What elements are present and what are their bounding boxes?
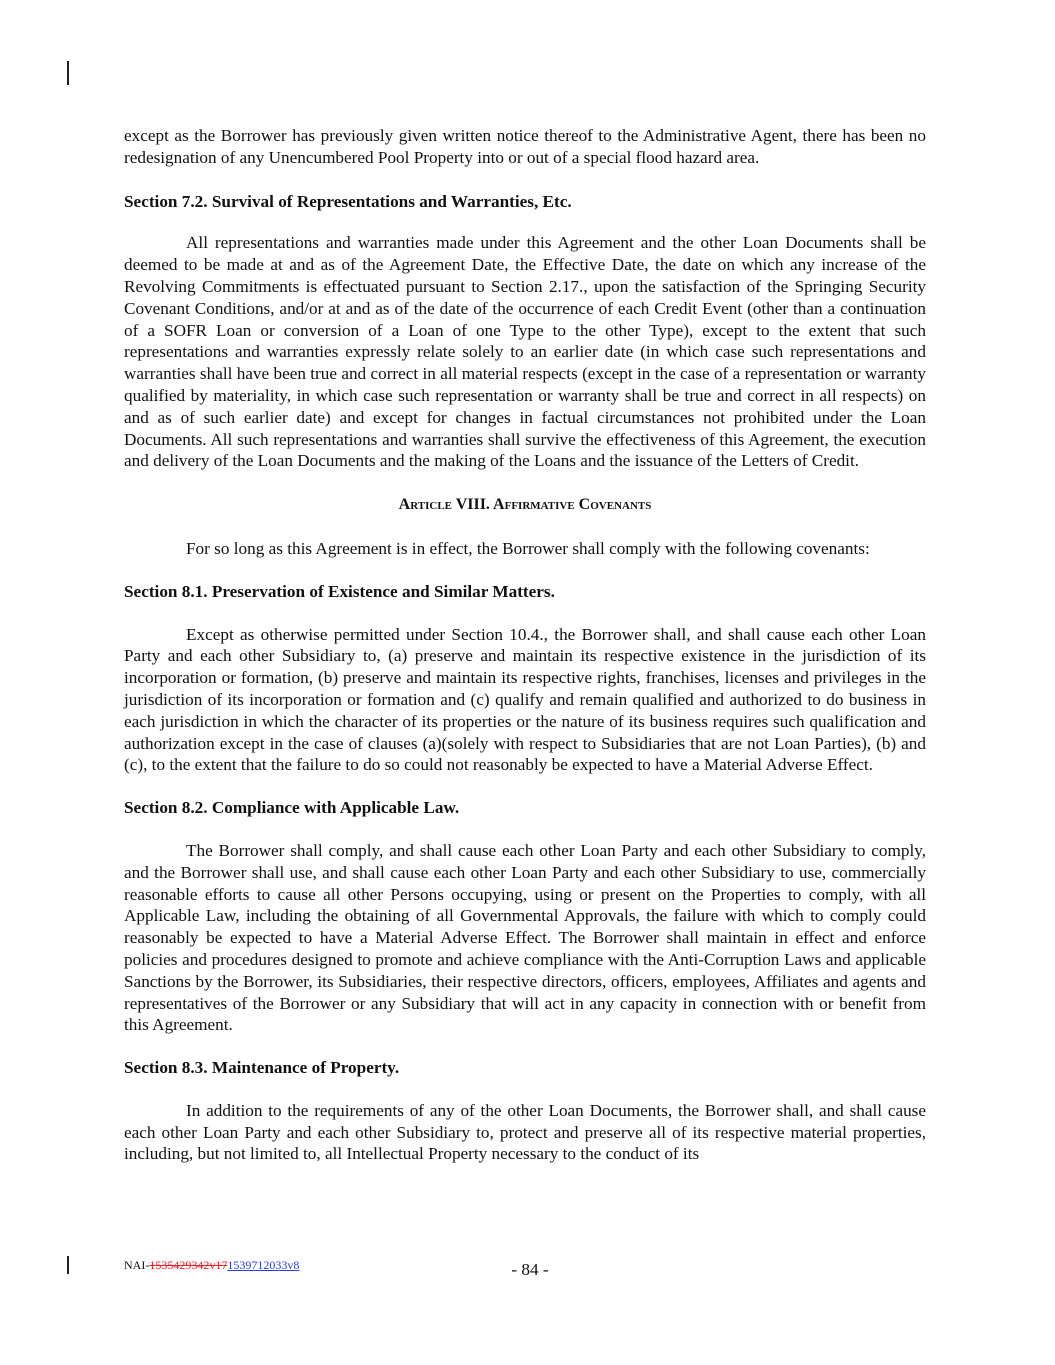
section-8-1-heading: Section 8.1. Preservation of Existence and Similar Matters. (124, 581, 555, 601)
section-8-3-body: In addition to the requirements of any of the other Loan Documents, the Borrower shall, and shall cause each other Loan Party and each other Subsidiary to, protect and preserve all of its respective material properties, including, but not limited to, all Intellectual Property necessary to the conduct of its (124, 1100, 926, 1164)
change-bar-top (67, 61, 69, 85)
document-page (124, 125, 926, 1165)
section-8-2-heading: Section 8.2. Compliance with Applicable Law. (124, 798, 460, 818)
doc-id-deleted: 1535429342v17 (149, 1258, 228, 1272)
section-8-3-heading: Section 8.3. Maintenance of Property. (124, 1058, 400, 1078)
section-7-2-body: All representations and warranties made under this Agreement and the other Loan Documents shall be deemed to be made at and as of the Agreement Date, the Effective Date, the date on which any increase of the Revolving Commitments is effectuated pursuant to Section 2.17., upon the satisfaction of the Springing Security Covenant Conditions, and/or at and as of the date of the occurrence of each Credit Event (other than a continuation of a SOFR Loan or conversion of a Loan of one Type to the other Type), except to the extent that such representations and warranties expressly relate solely to an earlier date (in which case such representations and warranties shall have been true and correct in all material respects (except in the case of a representation or warranty qualified by materiality, in which case such representation or warranty shall be true and correct in all respects) on and as of such earlier date) and except for changes in factual circumstances not prohibited under the Loan Documents. All such representations and warranties shall survive the effectiveness of this Agreement, the execution and delivery of the Loan Documents and the making of the Loans and the issuance of the Letters of Credit. (124, 233, 926, 471)
doc-id-prefix: NAI- (124, 1258, 150, 1272)
doc-id-inserted[interactable]: 1539712033v8 (227, 1258, 300, 1272)
change-bar-bottom (67, 1256, 69, 1274)
section-8-2-body: The Borrower shall comply, and shall cause each other Loan Party and each other Subsidiary to comply, and the Borrower shall use, and shall cause each other Loan Party and each other Subsidiary to use, commercially reasonable efforts to cause all other Persons occupying, using or present on the Properties to comply, with all Applicable Law, including the obtaining of all Governmental Approvals, the failure with which to comply could reasonably be expected to have a Material Adverse Effect. The Borrower shall maintain in effect and enforce policies and procedures designed to promote and achieve compliance with the Anti-Corruption Laws and applicable Sanctions by the Borrower, its Subsidiaries, their respective directors, officers, employees, Affiliates and agents and representatives of the Borrower or any Subsidiary that will act in any capacity in connection with or benefit from this Agreement. (124, 840, 926, 1035)
document-id-footer (124, 1258, 299, 1272)
article-viii-intro: For so long as this Agreement is in effect, the Borrower shall comply with the following covenants: (186, 538, 870, 558)
page-number: - 84 - (511, 1260, 549, 1279)
section-8-1-body: Except as otherwise permitted under Section 10.4., the Borrower shall, and shall cause each other Loan Party and each other Subsidiary to, (a) preserve and maintain its respective existence in the jurisdiction of its incorporation or formation, (b) preserve and maintain its respective rights, franchises, licenses and privileges in the jurisdiction of its incorporation or formation and (c) qualify and remain qualified and authorized to do business in each jurisdiction in which the character of its properties or the nature of its business requires such qualification and authorization except in the case of clauses (a)(solely with respect to Subsidiaries that are not Loan Parties), (b) and (c), to the extent that the failure to do so could not reasonably be expected to have a Material Adverse Effect. (124, 624, 926, 775)
section-7-2-heading: Section 7.2. Survival of Representations and Warranties, Etc. (124, 191, 572, 211)
article-viii-title: Article VIII. Affirmative Covenants (398, 496, 652, 514)
continuation-paragraph: except as the Borrower has previously given written notice thereof to the Administrative Agent, there has been no redesignation of any Unencumbered Pool Property into or out of a special flood hazard area. (124, 126, 926, 167)
